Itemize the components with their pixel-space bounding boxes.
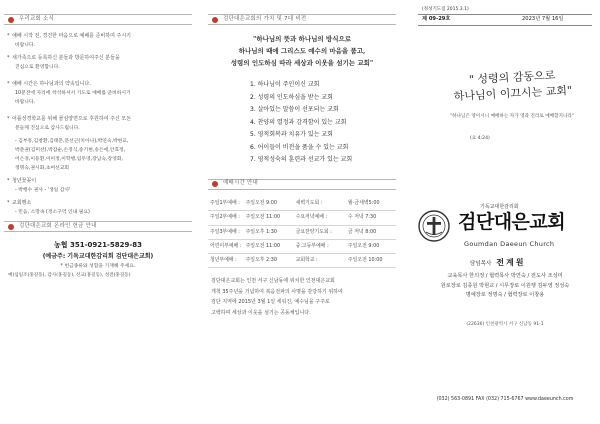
section-header-offering	[4, 221, 192, 232]
pastor-name: 전계원	[496, 258, 526, 267]
staff-line: 교육목사 한의정 / 협력목사 박연숙 / 전도사 조성미	[447, 273, 563, 279]
church-contact: (032) 563-0891 FAX (032) 715-6767 www.daeeunch.com	[436, 397, 574, 402]
vision-item: 5. 영적회복과 치유가 있는 교회	[250, 131, 333, 138]
service-time: 주일오후 1:30	[244, 225, 294, 239]
table-row	[208, 254, 396, 268]
news-line: 어플성경학교를 위해 물심양면으로 후원하여 주신 모든	[12, 116, 132, 122]
news-line: 10분전에 자리에 착석하셔서 기도로 예배를 준비하시기	[15, 91, 131, 96]
motto-line: "하나님의 뜻과 하나님의 방식으로	[252, 35, 352, 43]
church-address: (22636) 인천광역시 서구 신남동 91-1	[466, 322, 544, 327]
publication-info: (정성기도집 2015.3.1)	[422, 7, 469, 12]
weekly-label: 청년꽃꽂이	[12, 178, 37, 184]
service-name: 주일3부예배 :	[208, 225, 244, 239]
worship-schedule	[208, 197, 396, 269]
senior-pastor	[470, 257, 525, 269]
offering-note: * 헌금종류와 성함을 기재해 주세요.	[60, 264, 136, 269]
account-number: 농협 351-0921-5829-83	[54, 241, 142, 249]
table-row	[208, 239, 396, 253]
service-name: 주일1부예배 :	[208, 197, 244, 211]
section-title: 검단대은교회의 가치 및 7대 비전	[223, 15, 307, 22]
church-logo-icon	[418, 210, 450, 242]
service-name: 청년부예배 :	[208, 254, 244, 268]
table-row	[208, 211, 396, 225]
service-time: 주일오후 2:30	[244, 254, 294, 268]
staff-line: 명예장로 정명숙 / 협력장로 이창용	[465, 292, 545, 299]
bullet-icon	[212, 17, 218, 23]
donor-line: - 김부흥,김창환,김태문,문선근(치아나),박연숙,박현교,	[15, 139, 129, 144]
vision-item: 3. 살아있는 말씀이 선포되는 교회	[250, 106, 339, 113]
staff-line: 원로장로 김종원 박현교 / 시무장로 이원행 김두영 정성숙	[440, 282, 570, 289]
vision-list	[208, 79, 396, 167]
church-name: 검단대은교회	[458, 211, 566, 233]
news-line: 바랍니다.	[15, 100, 36, 105]
service-name: 주일2부예배 :	[208, 211, 244, 225]
vision-item: 1. 하나님이 주인이신 교회	[250, 81, 320, 88]
denomination: 기독교대한감리회	[480, 204, 519, 210]
news-line: 예배 시작 전, 경건한 마음으로 예배를 준비하여 주시기	[12, 33, 131, 39]
personnel-label: 교회행소	[12, 200, 32, 206]
middle-panel	[200, 0, 400, 424]
motto-line: 성령의 인도하심 따라 세상과 이웃을 섬기는 교회"	[230, 59, 374, 67]
about-line: 검단 지역에 2015년 3월 1일 세워진, 예수님을 구주로	[211, 299, 330, 306]
church-english-name: Goumdan Daeeun Church	[464, 240, 555, 248]
church-motto	[208, 33, 396, 69]
offering-types: 예)십일조(홍길동), 감사(홍길동), 선교(홍길동), 성전(홍길동)	[8, 273, 131, 278]
divider	[418, 14, 592, 15]
about-line: 개척 35주년을 기념하여 복음전파의 사명을 감당하기 위하여	[211, 288, 343, 295]
left-panel: 우리교회 소식 * 예배 시작 전, 경건한 마음으로 예배를 준비하여 주시기 바랍니다. * 새가족으로 등록하신 분들과 방문하여주신 분들을 진심으로 환영합니다. * 예배 시간은 하나님과의 약속입니다. 10분전에 자리에 착석하셔서 기도로 예배를 준비하시기 바랍니다. * 어플성경학교를 위해 물심양면으로 후원하여 주신 모든 분들께 진심으로 감사드립니다. - 김부흥,김창환,김태문,문선근(치아나),박연숙,박현교, 박춘권(김미선),박갑순,손정식,송기현,송은애,안효정, 어은경,이동환,이미정,이학행,임두영,장남숙,장영화, 정명숙,권시화,초여선교회 * 청년꽃꽂이 - 박행수 권사 - '생일 감사' * 교회행소 - 민음, 소망속 (정소구역 인내 필요) 검단대은교회 온라인 헌금 안내 농협 351-0921-5829-83 (예금주: 기독교대한감리회 검단대은교회) * 헌금종류와 성함을 기재해 주세요. 예)십일조(홍길동), 감사(홍길동), 선교(홍길동), 성전(홍길동)	[0, 0, 200, 424]
donor-line: 어은경,이동환,이미정,이학행,임두영,장남숙,장영화,	[15, 157, 123, 162]
bible-verse: "하나님은 영이시니 예배하는 자가 영과 진리로 예배할지니라"	[450, 114, 574, 119]
service-name: 중.고등부예배 :	[294, 239, 346, 253]
service-name: 새벽기도회 :	[294, 197, 346, 211]
bullet-icon	[8, 17, 14, 23]
donor-line: 정명숙,권시화,초여선교회	[15, 166, 70, 171]
section-title: 예배시간 안내	[223, 180, 259, 187]
motto-line: 하나님의 때에 그리스도 예수의 마음을 품고,	[238, 47, 366, 55]
about-line: 고백하며 세상과 이웃을 섬기는 공동체입니다.	[211, 309, 311, 316]
section-header-news	[4, 14, 192, 25]
section-title: 우리교회 소식	[19, 15, 55, 22]
service-time: 월-금새벽5:00	[346, 197, 396, 211]
news-item: * 예배 시작 전, 경건한 마음으로 예배를 준비하여 주시기 바랍니다.	[4, 32, 192, 50]
theme-line: 하나님이 이끄시는 교회"	[453, 83, 573, 104]
vision-item: 6. 어이들이 비전을 품을 수 있는 교회	[250, 143, 349, 151]
section-title: 검단대은교회 온라인 헌금 안내	[19, 222, 97, 229]
vision-item: 2. 성령의 인도하심을 받는 교회	[250, 93, 333, 101]
service-time: 금 저녁 8:00	[346, 225, 396, 239]
donor-line: 박춘권(김미선),박갑순,손정식,송기현,송은애,안효정,	[15, 148, 126, 153]
bullet-icon	[212, 181, 218, 187]
table-row	[208, 225, 396, 239]
section-header-worship	[208, 179, 396, 190]
news-line: 예배 시간은 하나님과의 약속입니다.	[12, 81, 91, 87]
service-time: 주일오전 9:00	[346, 239, 396, 253]
vision-item: 4. 찬양의 열정과 감격함이 있는 교회	[250, 118, 347, 126]
donor-list	[4, 137, 192, 173]
service-time: 주일오전 9:00	[244, 197, 294, 211]
news-line: 분들께 진심으로 감사드립니다.	[15, 126, 80, 131]
news-item: * 새가족으로 등록하신 분들과 방문하여주신 분들을 진심으로 환영합니다.	[4, 54, 192, 72]
service-time: 주일오전 10:00	[346, 254, 396, 268]
service-name: 교회학교 :	[294, 254, 346, 268]
about-line: 검단대은교회는 인천 서구 신남동에 위치한 인천대은교회	[211, 278, 335, 285]
pastor-label: 담임목사	[470, 261, 492, 267]
account-holder: (예금주: 기독교대한감리회 검단대은교회)	[42, 253, 154, 260]
table-row	[208, 197, 396, 211]
news-item: * 어플성경학교를 위해 물심양면으로 후원하여 주신 모든 분들께 진심으로 감사드립니다.	[4, 115, 192, 133]
service-name: 어린이부예배 :	[208, 239, 244, 253]
service-name: 수요저녁예배 :	[294, 211, 346, 225]
service-time: 주일오전 11:00	[244, 239, 294, 253]
news-item: * 예배 시간은 하나님과의 약속입니다. 10분전에 자리에 착석하셔서 기도로 예배를 준비하시기 바랍니다.	[4, 80, 192, 107]
news-line: 바랍니다.	[15, 43, 36, 48]
news-line: 진심으로 환영합니다.	[15, 65, 60, 70]
service-time: 주일오전 11:00	[244, 211, 294, 225]
divider	[418, 25, 592, 26]
verse-reference: (요 4:24)	[470, 136, 490, 141]
staff-list	[414, 272, 596, 301]
service-time: 수 저녁 7:30	[346, 211, 396, 225]
offering-info	[4, 239, 192, 280]
vision-item: 7. 영적성숙의 훈련과 선교가 있는 교회	[250, 156, 353, 163]
issue-number: 제 09-29호	[422, 16, 451, 22]
bullet-icon	[8, 224, 14, 230]
section-header-vision	[208, 14, 396, 25]
theme-line: " 성령의 감동으로	[468, 68, 556, 87]
church-about	[208, 276, 396, 318]
personnel-line: - 민음, 소망속 (정소구역 인내 필요)	[15, 210, 90, 215]
news-line: 새가족으로 등록하신 분들과 방문하여주신 분들을	[12, 55, 120, 61]
service-name: 금요찬양기도회 :	[294, 225, 346, 239]
weekly-line: - 박행수 권사 - '생일 감사'	[15, 188, 71, 193]
issue-date: 2023년 7월 16일	[522, 16, 564, 22]
